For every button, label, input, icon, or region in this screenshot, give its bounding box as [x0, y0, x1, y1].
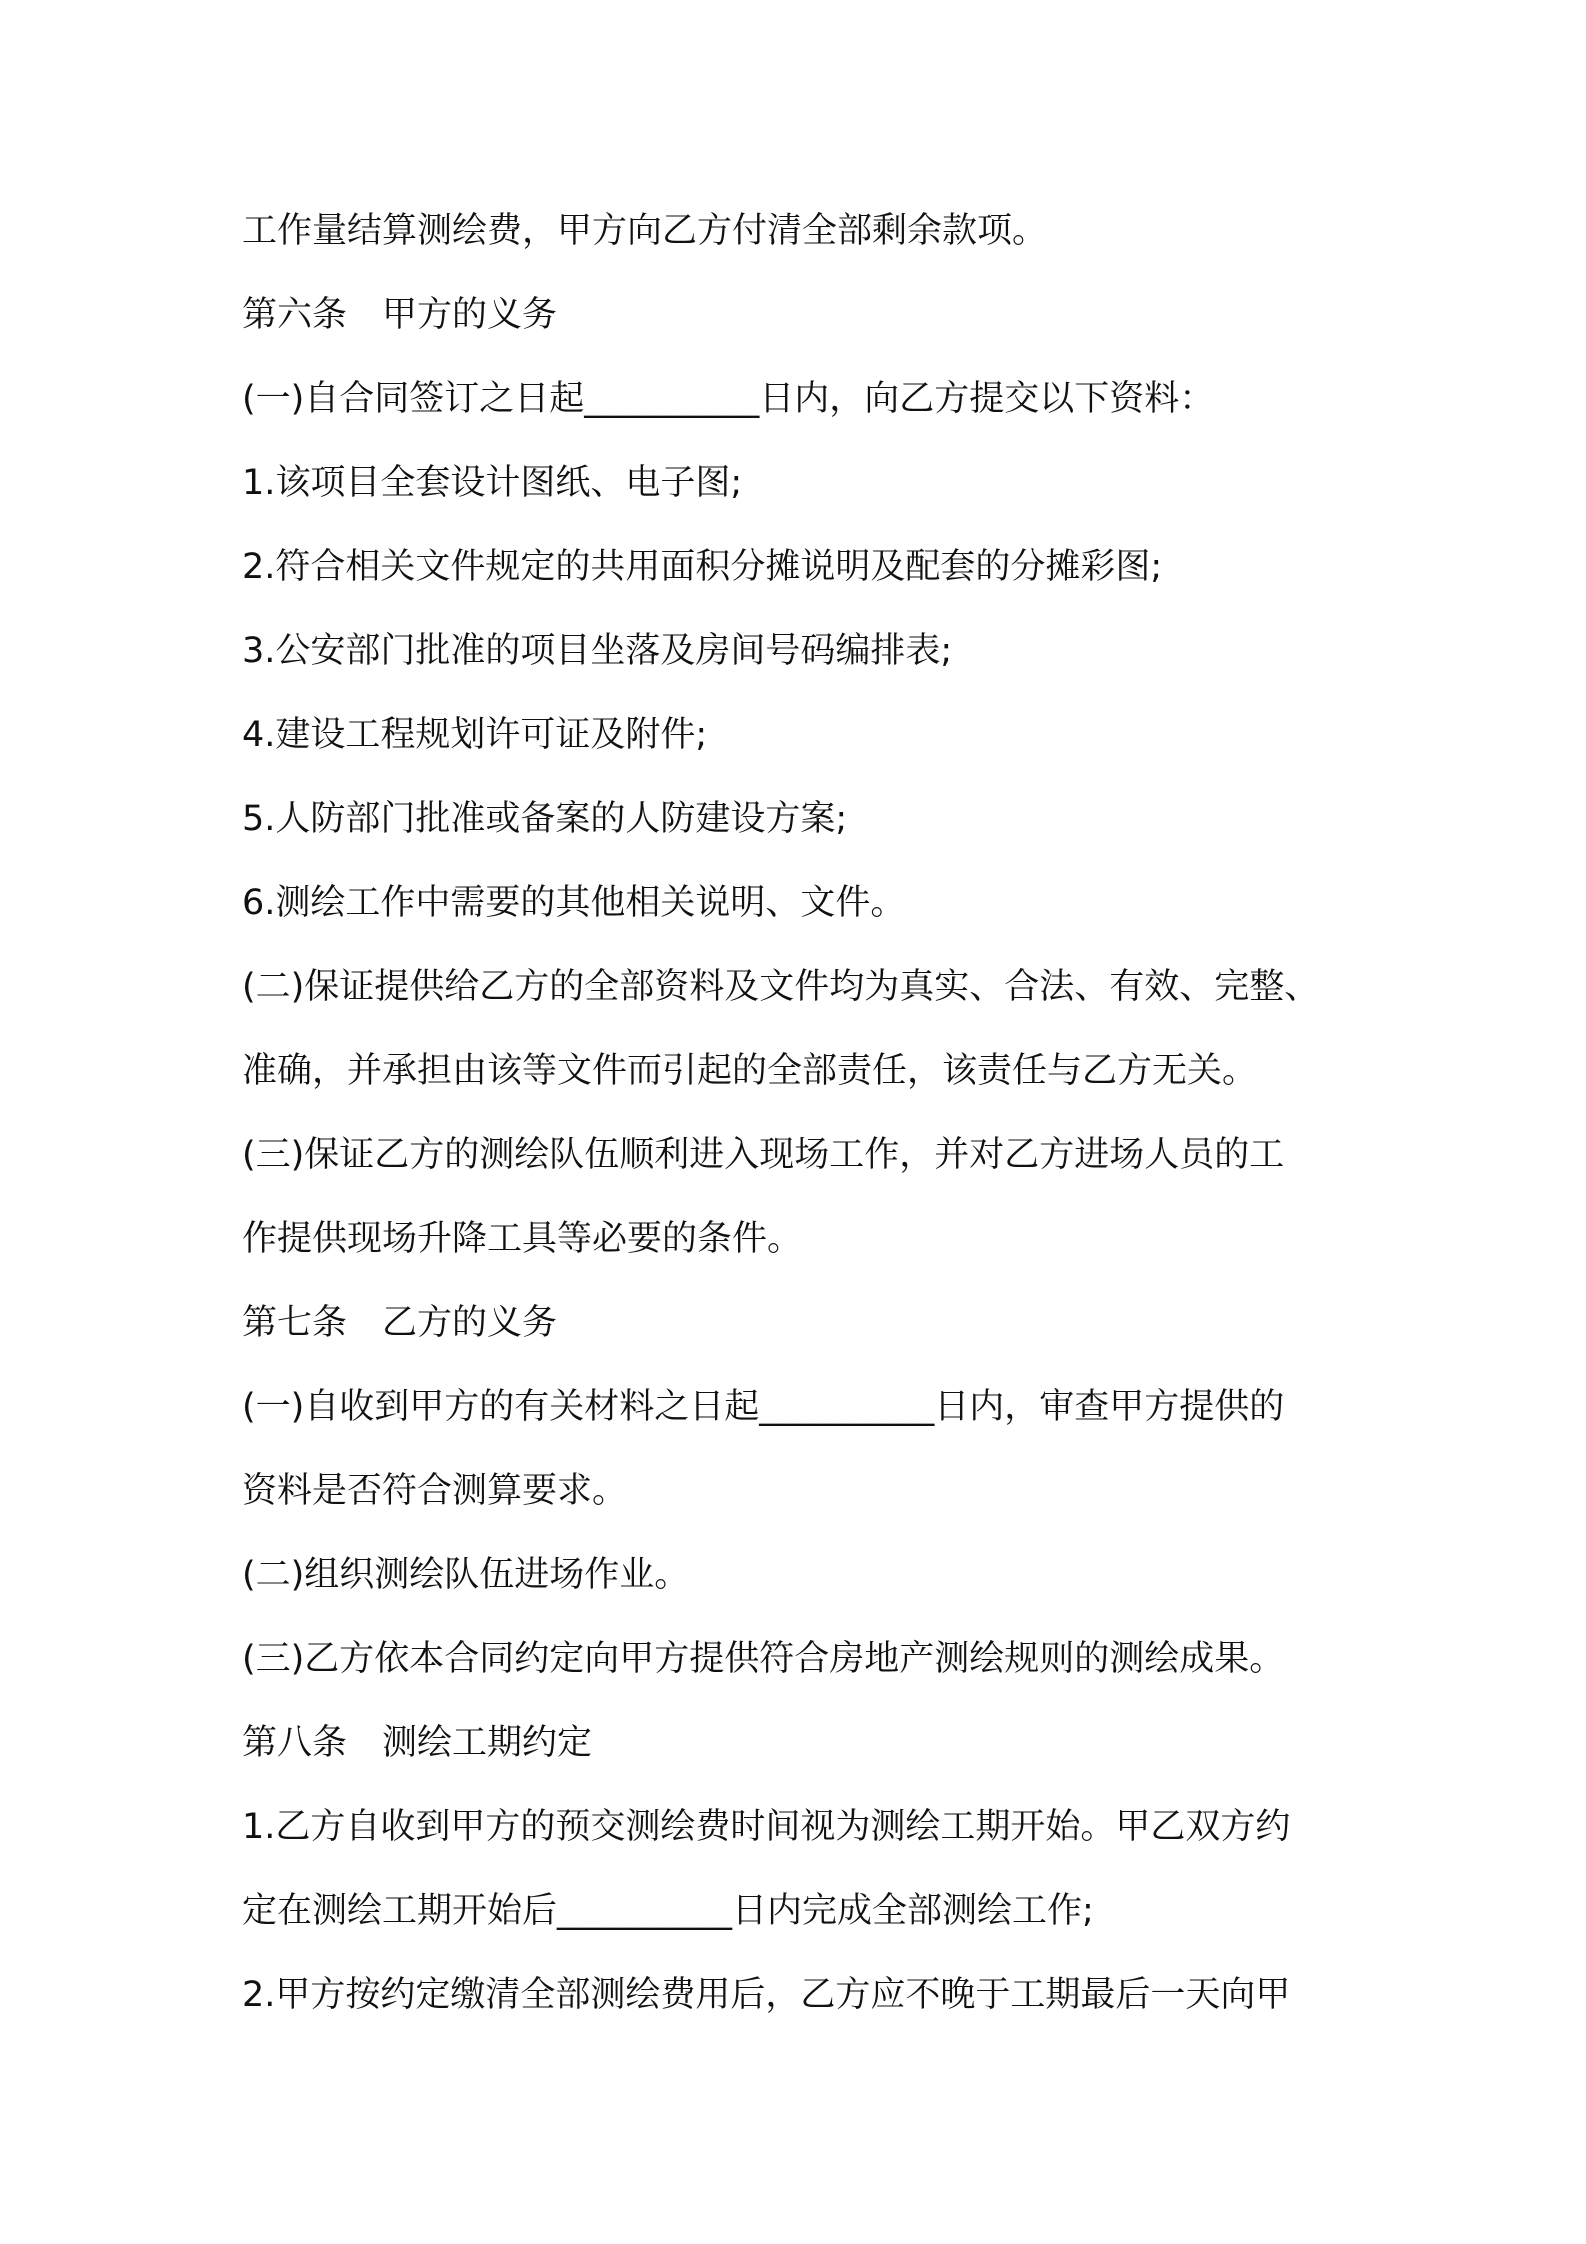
list-item-6: 6.测绘工作中需要的其他相关说明、文件。: [242, 883, 906, 923]
article-8-item-1-cont: 定在测绘工期开始后__________日内完成全部测绘工作;: [242, 1891, 1094, 1931]
article-7-clause-3: (三)乙方依本合同约定向甲方提供符合房地产测绘规则的测绘成果。: [242, 1639, 1285, 1679]
document-body: [242, 196, 1352, 2044]
article-6-clause-1: (一)自合同签订之日起__________日内，向乙方提交以下资料：: [242, 379, 1215, 419]
article-7-clause-1: (一)自收到甲方的有关材料之日起__________日内，审查甲方提供的: [242, 1387, 1285, 1427]
article-7-clause-2: (二)组织测绘队伍进场作业。: [242, 1555, 690, 1595]
list-item-2: 2.符合相关文件规定的共用面积分摊说明及配套的分摊彩图;: [242, 547, 1163, 587]
article-8-item-2: 2.甲方按约定缴清全部测绘费用后，乙方应不晚于工期最后一天向甲: [242, 1975, 1291, 2015]
list-item-1: 1.该项目全套设计图纸、电子图;: [242, 463, 743, 503]
text-line-settlement: 工作量结算测绘费，甲方向乙方付清全部剩余款项。: [242, 211, 1048, 251]
list-item-5: 5.人防部门批准或备案的人防建设方案;: [242, 799, 848, 839]
article-6-heading: 第六条 甲方的义务: [242, 295, 558, 335]
article-7-heading: 第七条 乙方的义务: [242, 1303, 558, 1343]
article-6-clause-3-cont: 作提供现场升降工具等必要的条件。: [242, 1219, 803, 1259]
article-7-clause-1-cont: 资料是否符合测算要求。: [242, 1471, 628, 1511]
article-6-clause-2: (二)保证提供给乙方的全部资料及文件均为真实、合法、有效、完整、: [242, 967, 1320, 1007]
article-8-item-1: 1.乙方自收到甲方的预交测绘费时间视为测绘工期开始。甲乙双方约: [242, 1807, 1291, 1847]
article-6-clause-3: (三)保证乙方的测绘队伍顺利进入现场工作，并对乙方进场人员的工: [242, 1135, 1285, 1175]
list-item-3: 3.公安部门批准的项目坐落及房间号码编排表;: [242, 631, 953, 671]
article-6-clause-2-cont: 准确，并承担由该等文件而引起的全部责任，该责任与乙方无关。: [242, 1051, 1258, 1091]
article-8-heading: 第八条 测绘工期约定: [242, 1723, 593, 1763]
list-item-4: 4.建设工程规划许可证及附件;: [242, 715, 708, 755]
